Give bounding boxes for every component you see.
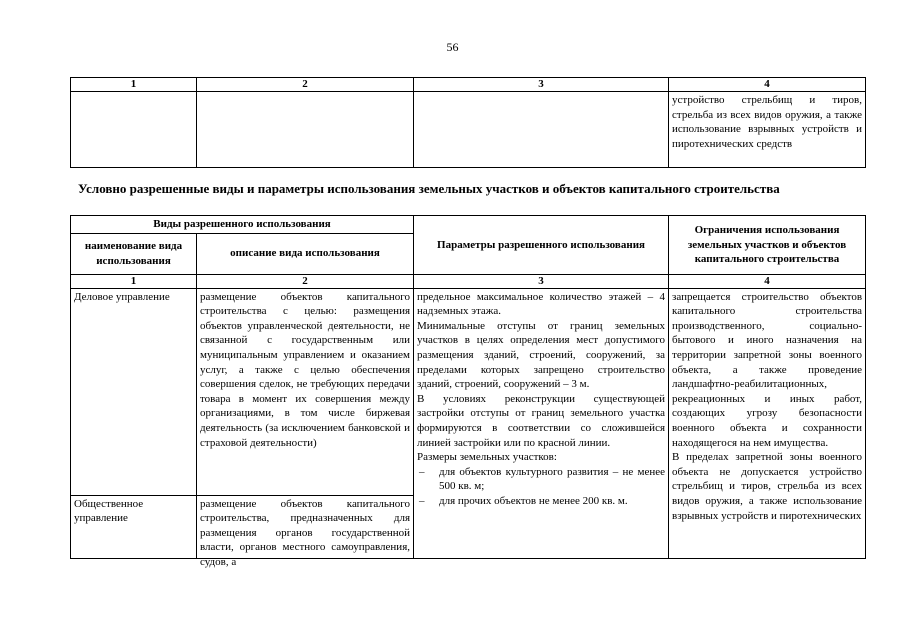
header-row: [71, 216, 866, 234]
table-cell: [414, 92, 669, 168]
use-description-cell: размещение объектов капитального строительства с целью: размещения объектов управленческой деятельности, не связанной с государственным или муниципальным управлением и оказанием услуг, а также с целью обеспечения совершения сделок, не требующих передачи товара в момент их совершения между организациями, в том числе биржевая деятельность (за исключением банковской и страховой деятельности): [197, 288, 414, 495]
restriction-cell: устройство стрельбищ и тиров, стрельба из всех видов оружия, а также использование взрывных устройств и пиротехнических средств: [669, 92, 866, 168]
param-reconstruction: В условиях реконструкции существующей застройки отступы от границ земельного участка формируются в соответствии со сложившейся линией застройки или по красной линии.: [417, 392, 666, 449]
parameters-cell: [414, 288, 669, 558]
column-number: 4: [669, 274, 866, 288]
use-name-cell: Деловое управление: [71, 288, 197, 495]
restriction-paragraph: запрещается строительство объектов капитального строительства производственного, социально-бытового и иного назначения на территории запретной зоны военного объекта, а также проведение ландшафтно-реабилитационных, рекреационных и иных работ, создающих угрозу безопасности военного объекта и сохранности находящегося на нем имущества.: [672, 290, 863, 449]
header-restrictions: Ограничения использования земельных участков и объектов капитального строительства: [669, 216, 866, 275]
conditional-uses-table: [70, 215, 866, 568]
section-title: Условно разрешенные виды и параметры использования земельных участков и объектов капитального строительства: [78, 181, 780, 196]
restriction-paragraph: В пределах запретной зоны военного объекта не допускается устройство стрельбищ и тиров, стрельба из всех видов оружия, а также использование взрывных устройств и пиротехнических: [672, 451, 863, 522]
column-number: 3: [414, 78, 669, 92]
column-number: 2: [197, 78, 414, 92]
column-number: 1: [71, 274, 197, 288]
column-number-row: [71, 78, 866, 92]
use-description-cell: [197, 495, 414, 568]
table-cell: [71, 92, 197, 168]
restrictions-cell: [669, 288, 866, 558]
header-use-name: наименование вида использования: [71, 233, 197, 274]
header-use-description: описание вида использования: [197, 233, 414, 274]
header-uses-group: Виды разрешенного использования: [71, 216, 414, 234]
continuation-table: [70, 77, 866, 168]
list-item: – для объектов культурного развития – не менее 500 кв. м;: [417, 465, 665, 494]
header-parameters: Параметры разрешенного использования: [414, 216, 669, 275]
table-row: [71, 92, 866, 168]
use-name-cell: Общественное управление: [71, 495, 197, 558]
column-number-row: [71, 274, 866, 288]
use-description-text: размещение объектов капитального строительства, предназначенных для размещения органов государственной власти, органов местного самоуправления, судов, а: [200, 497, 411, 568]
table-row: [71, 288, 866, 495]
plot-sizes-list: [417, 465, 665, 509]
column-number: 1: [71, 78, 197, 92]
param-plot-sizes-label: Размеры земельных участков:: [417, 451, 557, 464]
page-number: 56: [446, 40, 459, 54]
column-number: 4: [669, 78, 866, 92]
param-max-floors: предельное максимальное количество этажей – 4 надземных этажа.: [417, 290, 666, 318]
table-cell: [197, 92, 414, 168]
param-min-setbacks: Минимальные отступы от границ земельных участков в целях определения мест допустимого размещения зданий, строений, сооружений, за пределами которых запрещено строительство зданий, строений, сооружений – 3 м.: [417, 319, 666, 391]
column-number: 2: [197, 274, 414, 288]
list-item: – для прочих объектов не менее 200 кв. м.: [417, 494, 665, 509]
column-number: 3: [414, 274, 669, 288]
